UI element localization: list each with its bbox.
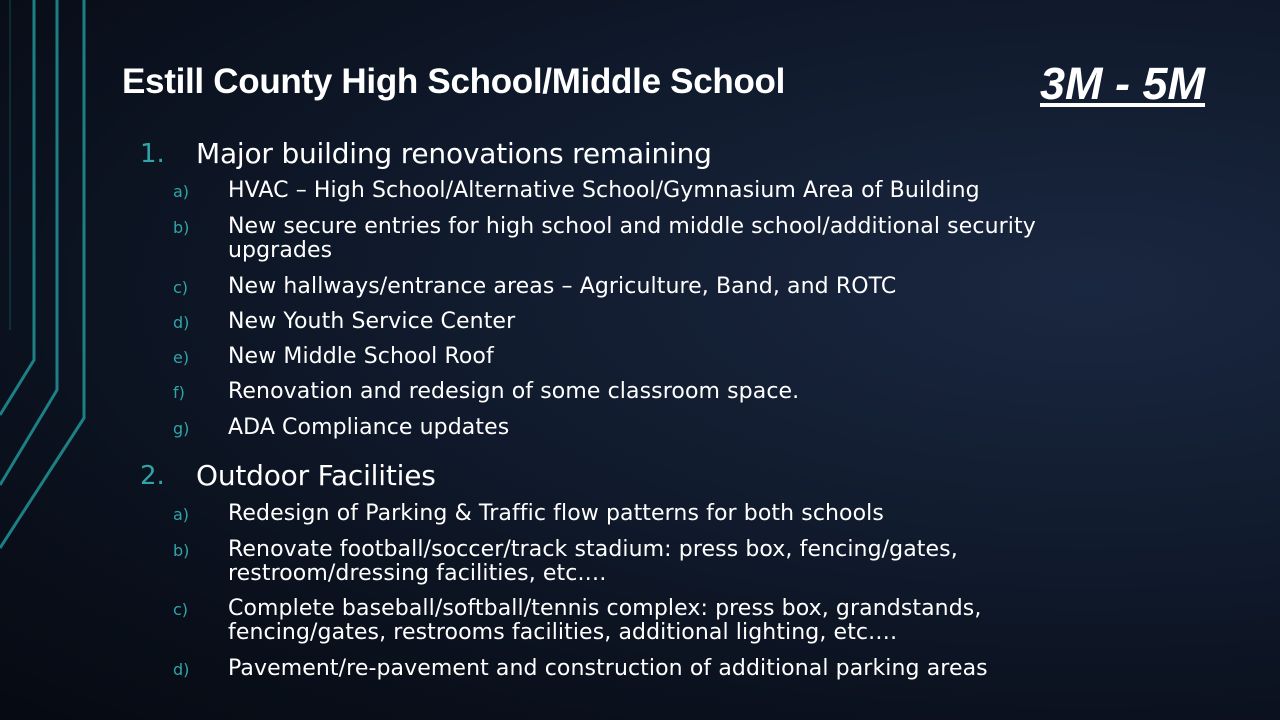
list-item: Redesign of Parking & Traffic flow patterns for both schools bbox=[228, 501, 884, 526]
item-letter: e) bbox=[173, 348, 190, 367]
list-item-line: Renovate football/soccer/track stadium: press box, fencing/gates, bbox=[228, 537, 958, 562]
list-item: Pavement/re-pavement and construction of additional parking areas bbox=[228, 656, 988, 681]
item-letter: f) bbox=[173, 383, 185, 402]
section-number: 2. bbox=[140, 461, 165, 491]
list-item: New Youth Service Center bbox=[228, 309, 516, 334]
list-item: Renovation and redesign of some classroom space. bbox=[228, 379, 800, 404]
section-number: 1. bbox=[140, 139, 165, 169]
list-item: New hallways/entrance areas – Agriculture, Band, and ROTC bbox=[228, 274, 897, 299]
list-item: HVAC – High School/Alternative School/Gymnasium Area of Building bbox=[228, 178, 980, 203]
item-letter: d) bbox=[173, 313, 190, 332]
item-letter: b) bbox=[173, 218, 190, 237]
cost-range: 3M - 5M bbox=[1040, 58, 1206, 109]
list-item-line: New secure entries for high school and middle school/additional security bbox=[228, 214, 1036, 239]
list-item-line: Complete baseball/softball/tennis complex: press box, grandstands, bbox=[228, 596, 982, 621]
section-heading: Major building renovations remaining bbox=[196, 137, 712, 170]
section-heading: Outdoor Facilities bbox=[196, 459, 436, 492]
item-letter: d) bbox=[173, 660, 190, 679]
list-item-line: restroom/dressing facilities, etc.… bbox=[228, 561, 607, 586]
item-letter: c) bbox=[173, 600, 189, 619]
list-item-line: upgrades bbox=[228, 238, 333, 263]
item-letter: b) bbox=[173, 541, 190, 560]
item-letter: g) bbox=[173, 419, 190, 438]
item-letter: a) bbox=[173, 182, 190, 201]
item-letter: a) bbox=[173, 505, 190, 524]
slide-title: Estill County High School/Middle School bbox=[122, 62, 786, 101]
item-letter: c) bbox=[173, 278, 189, 297]
list-item: ADA Compliance updates bbox=[228, 415, 510, 440]
list-item-line: fencing/gates, restrooms facilities, additional lighting, etc.… bbox=[228, 620, 898, 645]
decorative-lines bbox=[0, 0, 100, 720]
list-item: New Middle School Roof bbox=[228, 344, 494, 369]
